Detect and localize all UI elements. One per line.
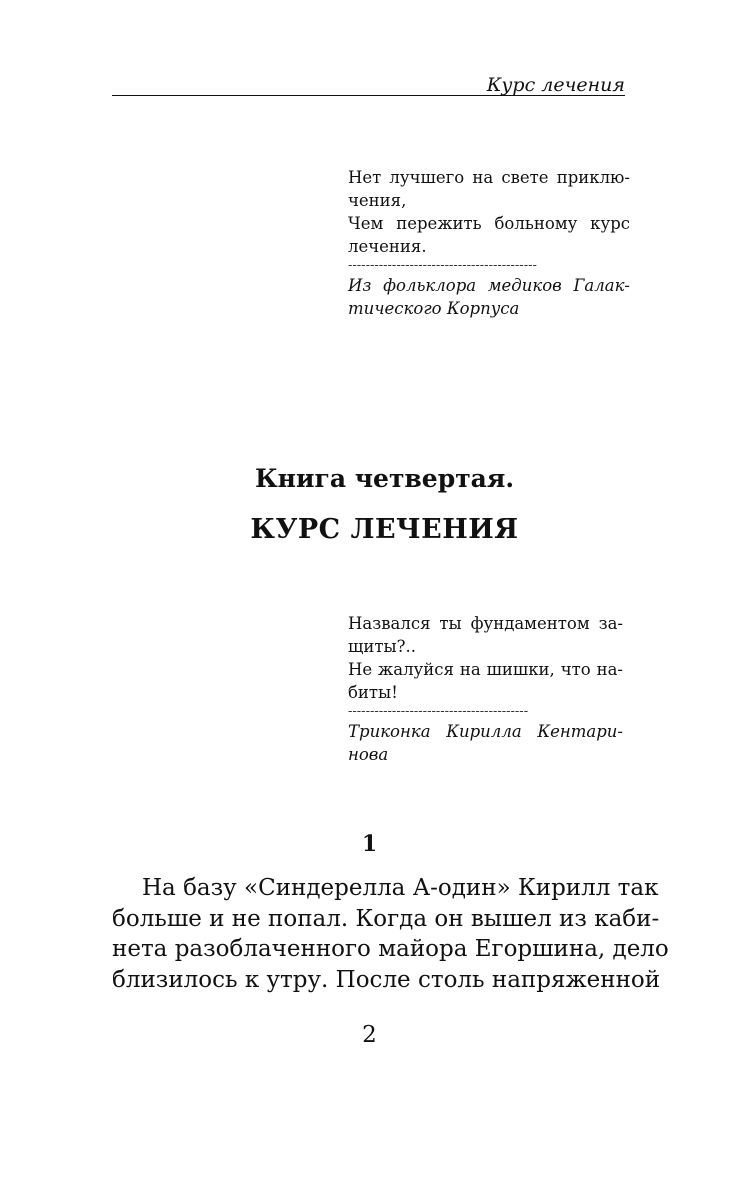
epigraph-2 bbox=[348, 612, 623, 766]
header-rule bbox=[112, 95, 625, 96]
epigraph-1-line: чения, bbox=[348, 191, 407, 210]
epigraph-1 bbox=[348, 166, 630, 320]
book-title: КУРС ЛЕЧЕНИЯ bbox=[250, 514, 519, 545]
chapter-number: 1 bbox=[361, 831, 378, 857]
page-number: 2 bbox=[362, 1022, 377, 1048]
epigraph-1-separator: ------------------------------------------- bbox=[348, 258, 537, 273]
epigraph-1-attribution: Из фольклора медиков Галак- bbox=[348, 276, 630, 295]
book-label: Книга четвертая. bbox=[254, 464, 515, 493]
body-line: На базу «Синдерелла А-один» Кирилл так bbox=[142, 875, 659, 901]
epigraph-2-line: биты! bbox=[348, 683, 398, 702]
body-paragraph bbox=[112, 873, 669, 995]
epigraph-1-line: Нет лучшего на свете приклю- bbox=[348, 168, 630, 187]
epigraph-1-line: лечения. bbox=[348, 237, 427, 256]
running-header-title: Курс лечения bbox=[486, 74, 625, 96]
epigraph-2-attribution: Триконка Кирилла Кентари- bbox=[348, 722, 623, 741]
epigraph-2-line: Назвался ты фундаментом за- bbox=[348, 614, 623, 633]
body-line: нета разоблаченного майора Егоршина, дело bbox=[112, 936, 669, 962]
epigraph-2-attribution: нова bbox=[348, 745, 389, 764]
epigraph-1-line: Чем пережить больному курс bbox=[348, 214, 630, 233]
body-line: больше и не попал. Когда он вышел из каби- bbox=[112, 905, 660, 932]
body-line: близилось к утру. После столь напряженной bbox=[112, 966, 661, 993]
epigraph-1-attribution: тического Корпуса bbox=[348, 299, 520, 318]
epigraph-2-line: Не жалуйся на шишки, что на- bbox=[348, 660, 623, 679]
epigraph-2-line: щиты?.. bbox=[348, 637, 416, 656]
epigraph-2-separator: ----------------------------------------- bbox=[348, 704, 529, 719]
